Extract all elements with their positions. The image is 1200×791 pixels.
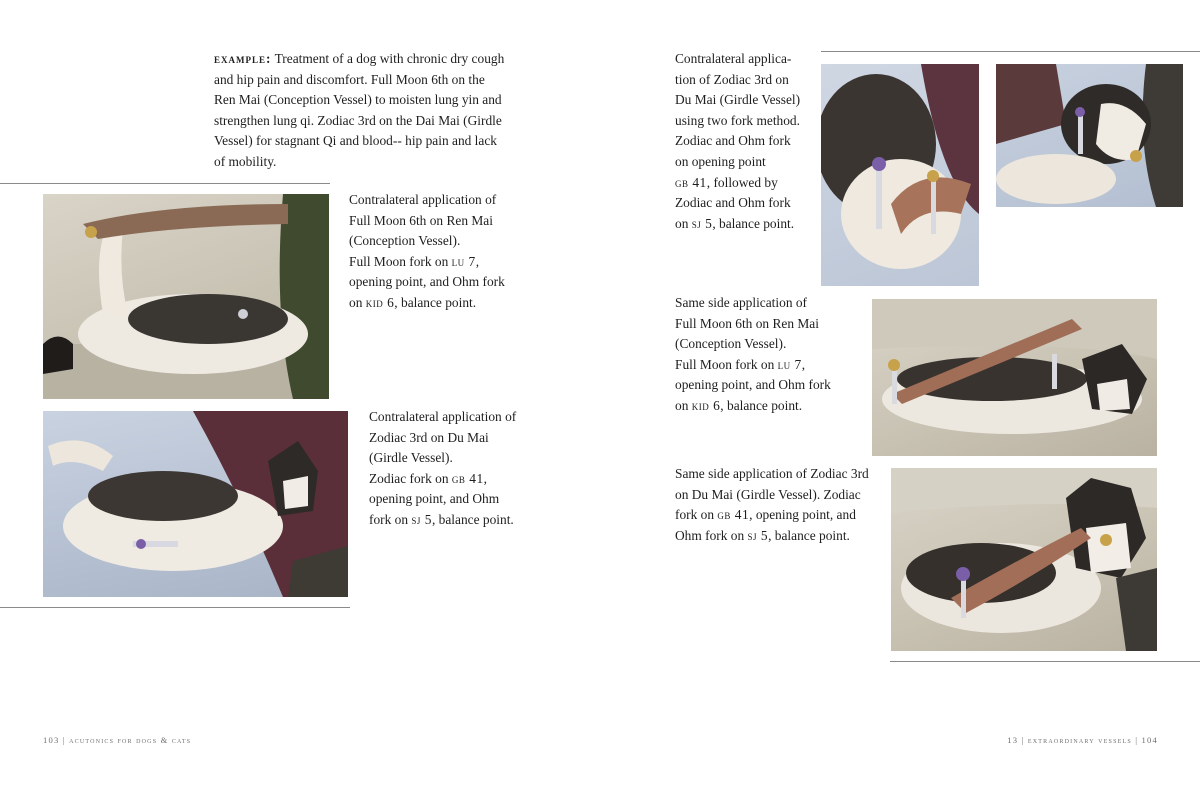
caption-punct: , balance point.: [712, 215, 795, 231]
caption-punct: , balance point.: [768, 527, 850, 543]
divider-rule: [821, 51, 1200, 52]
caption-photo-2: [369, 407, 569, 531]
caption-line: Full Moon fork on: [675, 356, 778, 372]
caption-line: fork on: [369, 511, 412, 527]
caption-line: opening point, and Ohm: [369, 491, 500, 507]
caption-line: Contralateral application of: [349, 192, 497, 207]
example-line: of mobility.: [214, 153, 277, 169]
caption-punct: ,: [483, 470, 488, 486]
point-label: kid 6: [691, 397, 721, 413]
point-label: lu 7: [777, 356, 802, 372]
caption-line: Zodiac 3rd on Du Mai: [369, 429, 489, 445]
example-paragraph: [214, 49, 534, 173]
caption-line: Full Moon fork on: [349, 253, 452, 269]
photo-dog-zodiac-contralateral: [43, 411, 348, 597]
caption-line: Full Moon 6th on Ren Mai: [349, 212, 493, 228]
caption-line: on: [675, 397, 692, 413]
example-line: and hip pain and discomfort. Full Moon 6th on the: [214, 71, 485, 87]
caption-line: Full Moon 6th on Ren Mai: [675, 315, 819, 331]
caption-line: Zodiac and Ohm fork: [675, 195, 791, 211]
caption-right-1: [675, 49, 820, 234]
caption-line: Du Mai (Girdle Vessel): [675, 92, 801, 108]
point-label: sj 5: [411, 511, 432, 527]
photo-dog-zodiac-same-side: [891, 468, 1157, 651]
caption-line: (Girdle Vessel).: [369, 450, 453, 466]
caption-right-3: [675, 464, 890, 546]
divider-rule: [0, 183, 330, 184]
caption-line: tion of Zodiac 3rd on: [675, 71, 789, 87]
example-line: Ren Mai (Conception Vessel) to moisten lung yin and: [214, 92, 502, 108]
caption-line: on: [349, 294, 366, 310]
example-line: Vessel) for stagnant Qi and blood-- hip pain and lack: [214, 133, 497, 149]
example-line: Treatment of a dog with chronic dry cough: [274, 51, 505, 66]
caption-line: Same side application of Zodiac 3rd: [675, 466, 869, 481]
caption-punct: , balance point.: [394, 294, 477, 310]
page-footer-right: 13 | extraordinary vessels | 104: [1007, 735, 1158, 745]
caption-punct: ,: [475, 253, 480, 269]
caption-line: , opening point, and: [749, 507, 856, 523]
caption-punct: , balance point.: [720, 397, 803, 413]
example-lead: example:: [214, 51, 272, 66]
caption-line: fork on: [675, 507, 718, 523]
photo-dog-full-moon-same-side: [872, 299, 1157, 456]
point-label: gb 41: [675, 174, 707, 190]
caption-line: Ohm fork on: [675, 527, 748, 543]
divider-rule: [0, 607, 350, 608]
divider-rule: [890, 661, 1200, 662]
point-label: kid 6: [365, 294, 395, 310]
photo-dog-full-moon-contralateral: [43, 194, 329, 399]
point-label: gb 41: [717, 507, 750, 523]
example-line: strengthen lung qi. Zodiac 3rd on the Dai Mai (Girdle: [214, 112, 502, 128]
caption-punct: , balance point.: [431, 511, 514, 527]
caption-line: (Conception Vessel).: [675, 336, 787, 352]
photo-dog-head-forks: [996, 64, 1183, 207]
caption-line: opening point, and Ohm fork: [675, 377, 831, 393]
caption-line: , followed by: [706, 174, 778, 190]
point-label: sj 5: [691, 215, 713, 231]
caption-line: on opening point: [675, 153, 766, 169]
caption-line: Same side application of: [675, 295, 808, 310]
caption-punct: ,: [801, 356, 806, 372]
caption-line: on Du Mai (Girdle Vessel). Zodiac: [675, 486, 861, 502]
caption-line: Zodiac and Ohm fork: [675, 133, 791, 149]
point-label: lu 7: [451, 253, 476, 269]
caption-photo-1: [349, 190, 549, 314]
caption-line: Zodiac fork on: [369, 470, 452, 486]
page-footer-left: 103 | acutonics for dogs & cats: [43, 735, 192, 745]
caption-line: on: [675, 215, 692, 231]
caption-right-2: [675, 293, 870, 417]
caption-line: (Conception Vessel).: [349, 233, 461, 249]
point-label: gb 41: [451, 470, 484, 486]
caption-line: Contralateral application of: [369, 409, 517, 424]
point-label: sj 5: [747, 527, 769, 543]
caption-line: opening point, and Ohm fork: [349, 274, 505, 290]
caption-line: using two fork method.: [675, 112, 800, 128]
caption-line: Contralateral applica-: [675, 51, 792, 66]
photo-dog-zodiac-two-fork: [821, 64, 979, 286]
